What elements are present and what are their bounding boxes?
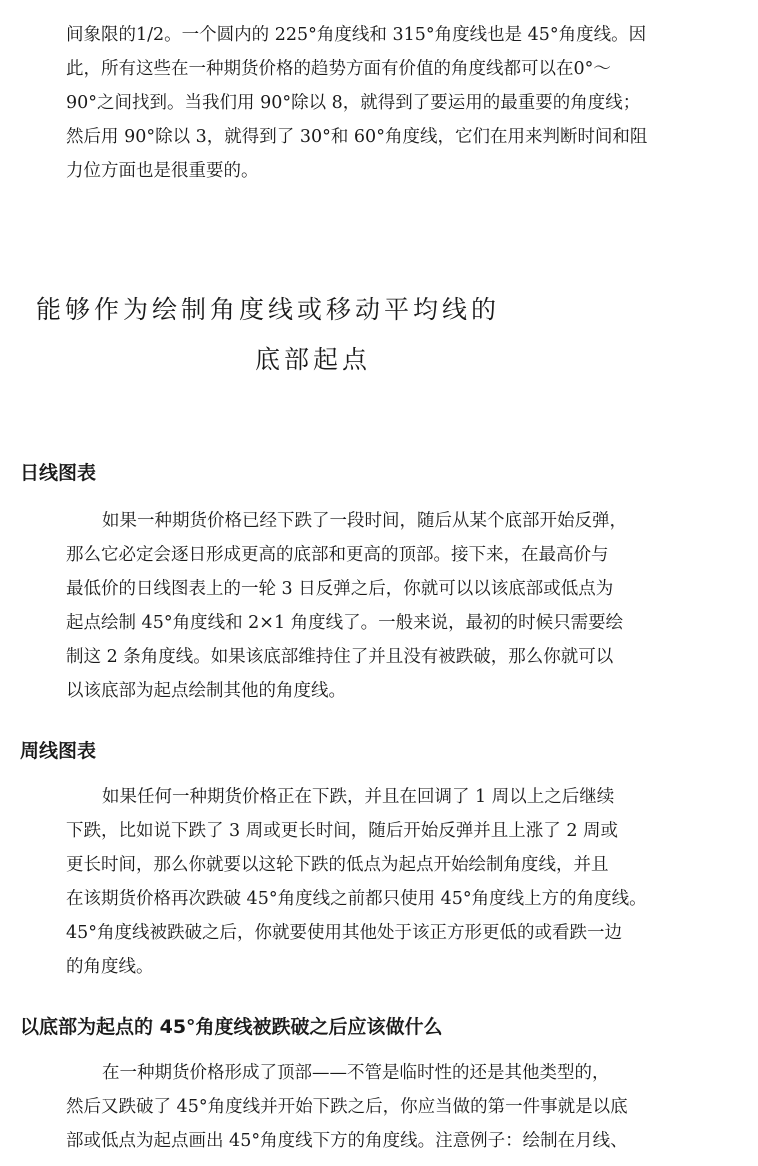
text-line: 间象限的1/2。一个圆内的 225°角度线和 315°角度线也是 45°角度线。因 (66, 25, 647, 45)
text-line: 起点绘制 45°角度线和 2×1 角度线了。一般来说，最初的时候只需要绘 (66, 613, 624, 633)
section-title-weekly: 周线图表 (20, 740, 97, 762)
chapter-heading-line-2: 底部起点 (255, 345, 372, 374)
text-line: 力位方面也是很重要的。 (66, 161, 259, 181)
weekly-paragraph (66, 780, 742, 984)
text-line: 此，所有这些在一种期货价格的趋势方面有价值的角度线都可以在0°～ (66, 59, 611, 79)
daily-paragraph (66, 504, 742, 708)
text-line: 那么它必定会逐日形成更高的底部和更高的顶部。接下来，在最高价与 (66, 545, 609, 565)
text-line: 如果任何一种期货价格正在下跌，并且在回调了 1 周以上之后继续 (102, 787, 615, 807)
text-line: 在该期货价格再次跌破 45°角度线之前都只使用 45°角度线上方的角度线。 (66, 889, 647, 909)
text-line: 部或低点为起点画出 45°角度线下方的角度线。注意例子：绘制在月线、 (66, 1131, 628, 1151)
text-line: 制这 2 条角度线。如果该底部维持住了并且没有被跌破，那么你就可以 (66, 647, 614, 667)
after-break-paragraph (66, 1056, 742, 1158)
section-title-after-break: 以底部为起点的 45°角度线被跌破之后应该做什么 (20, 1016, 443, 1038)
text-line: 以该底部为起点绘制其他的角度线。 (66, 681, 346, 701)
intro-paragraph (66, 18, 742, 188)
text-line: 最低价的日线图表上的一轮 3 日反弹之后，你就可以以该底部或低点为 (66, 579, 614, 599)
text-line: 然后用 90°除以 3，就得到了 30°和 60°角度线，它们在用来判断时间和阻 (66, 127, 648, 147)
section-title-daily: 日线图表 (20, 462, 97, 484)
chapter-heading-line-1: 能够作为绘制角度线或移动平均线的 (36, 295, 501, 324)
text-line: 45°角度线被跌破之后，你就要使用其他处于该正方形更低的或看跌一边 (66, 923, 623, 943)
text-line: 在一种期货价格形成了顶部——不管是临时性的还是其他类型的， (102, 1063, 610, 1083)
text-line: 下跌，比如说下跌了 3 周或更长时间，随后开始反弹并且上涨了 2 周或 (66, 821, 619, 841)
text-line: 更长时间，那么你就要以这轮下跌的低点为起点开始绘制角度线，并且 (66, 855, 609, 875)
text-line: 如果一种期货价格已经下跌了一段时间，随后从某个底部开始反弹， (102, 511, 627, 531)
text-line: 90°之间找到。当我们用 90°除以 8，就得到了要运用的最重要的角度线； (66, 93, 641, 113)
text-line: 的角度线。 (66, 957, 154, 977)
text-line: 然后又跌破了 45°角度线并开始下跌之后，你应当做的第一件事就是以底 (66, 1097, 628, 1117)
